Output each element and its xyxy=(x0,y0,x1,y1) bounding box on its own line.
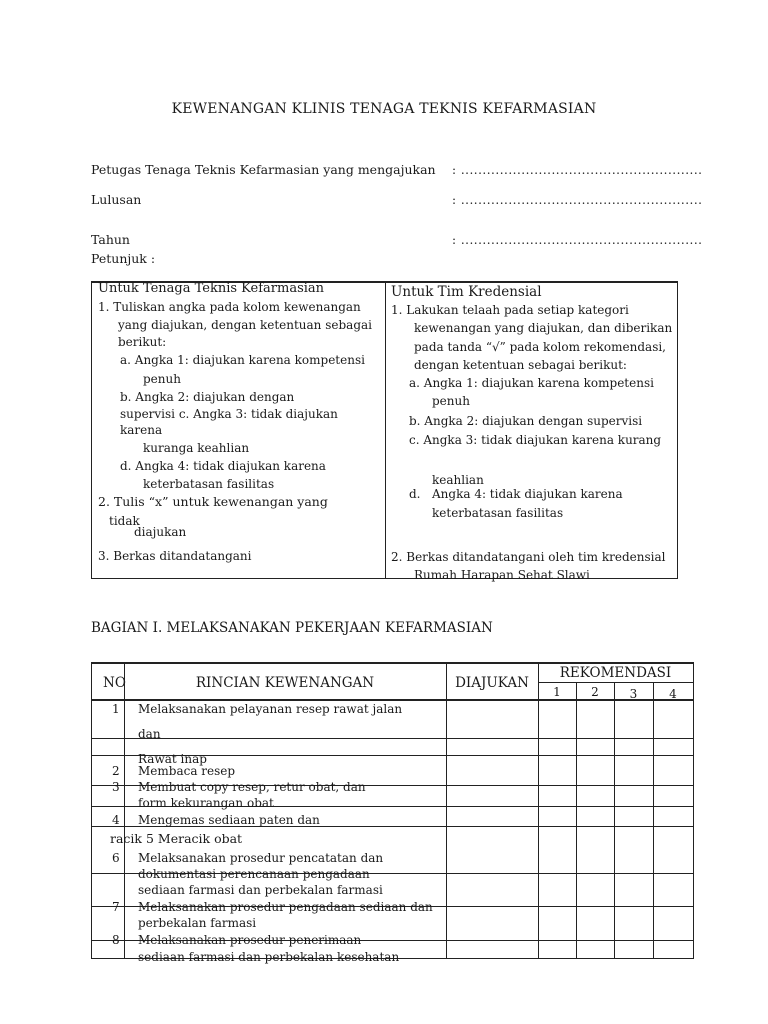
row-6-text: dokumentasi perencanaan pengadaan xyxy=(138,867,370,881)
field-value-tahun[interactable]: : ........................................................ xyxy=(452,233,703,247)
table-top-border xyxy=(91,662,694,664)
instruction-line: b. Angka 2: diajukan dengan supervisi xyxy=(409,414,643,428)
row-4-text: Mengemas sediaan paten dan xyxy=(138,813,320,827)
row-8-text: sediaan farmasi dan perbekalan kesehatan xyxy=(138,950,400,964)
header-no: NO xyxy=(103,675,126,691)
row-7-no: 7 xyxy=(112,900,120,914)
instruction-line: karena xyxy=(120,423,163,437)
instruction-line: a. Angka 1: diajukan karena kompetensi xyxy=(120,353,365,367)
row-5-text: racik 5 Meracik obat xyxy=(110,831,243,846)
instruction-line: penuh xyxy=(432,394,470,408)
field-label-tahun: Tahun xyxy=(91,232,130,247)
table-col-divider xyxy=(446,662,447,959)
row-7-text: perbekalan farmasi xyxy=(138,916,257,930)
row-8-no: 8 xyxy=(112,933,120,947)
instruction-line: keahlian xyxy=(432,473,484,487)
instruction-line: penuh xyxy=(143,372,181,386)
field-label-petugas: Petugas Tenaga Teknis Kefarmasian yang mengajukan xyxy=(91,162,436,177)
petunjuk-label: Petunjuk : xyxy=(91,251,156,266)
table-left-border xyxy=(91,662,92,959)
field-label-lulusan: Lulusan xyxy=(91,192,142,207)
instruction-line: keterbatasan fasilitas xyxy=(432,506,564,520)
table-col-divider xyxy=(538,662,539,959)
instruction-box-divider xyxy=(385,281,386,579)
field-value-petugas[interactable]: : ........................................................ xyxy=(452,163,703,177)
instruction-line: c. Angka 3: tidak diajukan karena kurang xyxy=(409,433,662,447)
row-1-text: Rawat inap xyxy=(138,752,207,766)
instruction-line: berikut: xyxy=(118,335,167,349)
table-col-divider xyxy=(576,682,577,959)
header-rek-3: 3 xyxy=(629,687,638,701)
field-value-lulusan[interactable]: : ........................................................ xyxy=(452,193,703,207)
instruction-line: kewenangan yang diajukan, dan diberikan xyxy=(414,321,673,335)
table-right-border xyxy=(693,662,694,959)
instruction-line: b. Angka 2: diajukan dengan xyxy=(120,390,295,404)
header-rekomendasi: REKOMENDASI xyxy=(559,665,672,681)
table-rek-sub-border xyxy=(539,682,694,683)
header-diajukan: DIAJUKAN xyxy=(455,675,529,691)
section-title: BAGIAN I. MELAKSANAKAN PEKERJAAN KEFARMASIAN xyxy=(91,620,493,636)
row-7-text: Melaksanakan prosedur pengadaan sediaan dan xyxy=(138,900,433,914)
instruction-line: kuranga keahlian xyxy=(143,441,250,455)
row-2-no: 2 xyxy=(112,764,120,778)
table-header-bottom-border xyxy=(91,699,694,701)
table-col-divider xyxy=(124,662,125,959)
instructions-left-header: Untuk Tenaga Teknis Kefarmasian xyxy=(98,281,325,296)
header-rek-2: 2 xyxy=(591,685,599,699)
instruction-line: dengan ketentuan sebagai berikut: xyxy=(414,358,627,372)
instruction-line: a. Angka 1: diajukan karena kompetensi xyxy=(409,376,654,390)
row-8-text: Melaksanakan prosedur penerimaan xyxy=(138,933,362,947)
instruction-box-right-border xyxy=(677,281,678,579)
instruction-line: d. Angka 4: tidak diajukan karena xyxy=(120,459,326,473)
instruction-line: diajukan xyxy=(134,525,187,539)
row-1-no: 1 xyxy=(112,702,120,716)
instruction-line: pada tanda “√” pada kolom rekomendasi, xyxy=(414,340,666,354)
table-row-border xyxy=(91,738,694,739)
instruction-line: 2. Tulis “x” untuk kewenangan yang xyxy=(98,494,328,509)
instruction-line: 1. Lakukan telaah pada setiap kategori xyxy=(391,303,629,317)
instruction-line: Rumah Harapan Sehat Slawi xyxy=(414,568,590,582)
row-3-text: Membuat copy resep, retur obat, dan xyxy=(138,780,366,794)
header-rek-1: 1 xyxy=(553,685,561,699)
table-col-divider xyxy=(614,682,615,959)
row-4-no: 4 xyxy=(112,813,120,827)
row-1-text: dan xyxy=(138,727,161,741)
instruction-line: supervisi c. Angka 3: tidak diajukan xyxy=(120,407,338,421)
instruction-line: 3. Berkas ditandatangani xyxy=(98,549,252,563)
row-1-text: Melaksanakan pelayanan resep rawat jalan xyxy=(138,702,403,716)
row-6-text: Melaksanakan prosedur pencatatan dan xyxy=(138,851,384,865)
row-6-text: sediaan farmasi dan perbekalan farmasi xyxy=(138,883,383,897)
row-3-no: 3 xyxy=(112,780,120,794)
instruction-line: 2. Berkas ditandatangani oleh tim kredensial xyxy=(391,550,666,564)
table-col-divider xyxy=(653,682,654,959)
instruction-line: tidak xyxy=(109,514,140,528)
instructions-right-header: Untuk Tim Kredensial xyxy=(391,284,542,300)
row-2-text: Membaca resep xyxy=(138,764,236,778)
instruction-line: keterbatasan fasilitas xyxy=(143,477,275,491)
header-rek-4: 4 xyxy=(669,687,677,701)
instruction-line: yang diajukan, dengan ketentuan sebagai xyxy=(118,318,372,332)
document-title: KEWENANGAN KLINIS TENAGA TEKNIS KEFARMASIAN xyxy=(171,101,597,117)
row-6-no: 6 xyxy=(112,851,120,865)
instruction-line: Angka 4: tidak diajukan karena xyxy=(432,487,623,501)
instruction-line: 1. Tuliskan angka pada kolom kewenangan xyxy=(98,300,361,314)
instruction-box-left-border xyxy=(91,281,92,579)
header-rincian: RINCIAN KEWENANGAN xyxy=(195,675,375,691)
row-3-text: form kekurangan obat xyxy=(138,796,274,810)
instruction-line: d. xyxy=(409,487,421,501)
